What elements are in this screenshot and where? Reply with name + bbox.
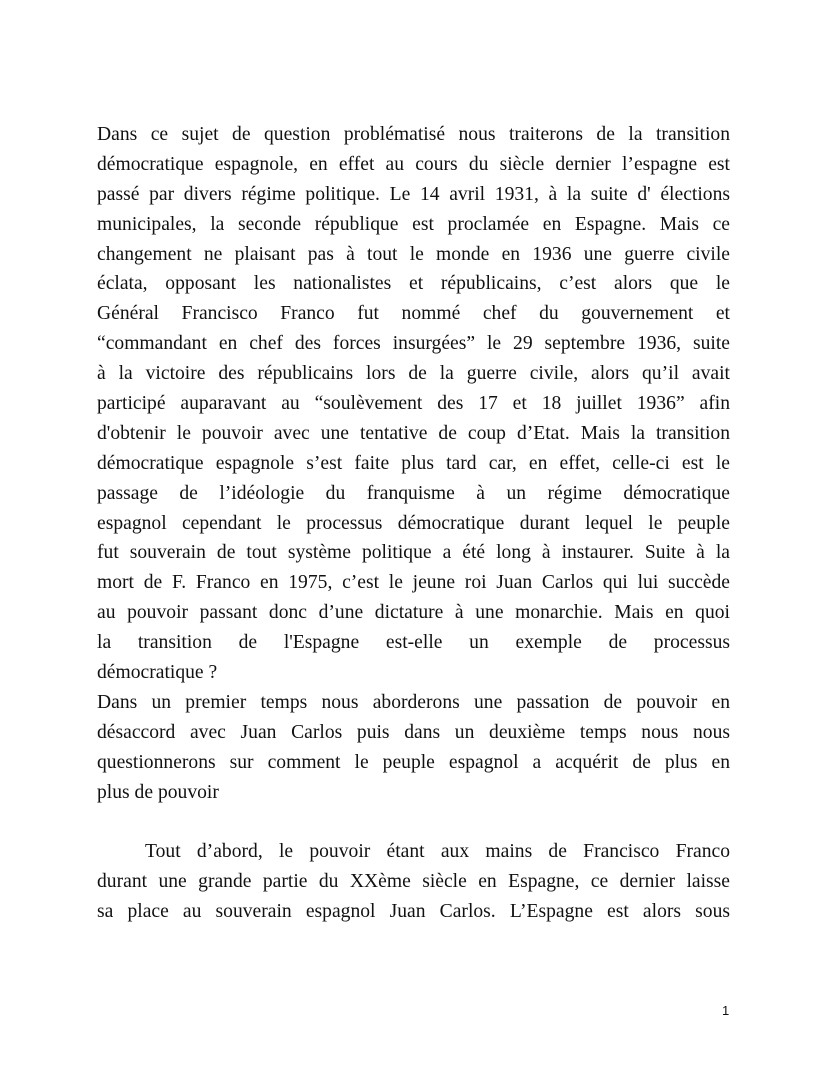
text-line: démocratique espagnole s’est faite plus tard car, en effet, celle-ci est le (97, 452, 730, 474)
text-line: désaccord avec Juan Carlos puis dans un deuxième temps nous nous (97, 721, 730, 743)
text-line: Général Francisco Franco fut nommé chef du gouvernement et (97, 303, 730, 325)
text-line: fut souverain de tout système politique a été long à instaurer. Suite à la (97, 542, 730, 564)
text-line: municipales, la seconde république est proclamée en Espagne. Mais ce (97, 213, 730, 235)
paragraph-plan (97, 688, 730, 808)
document-body (97, 120, 730, 927)
paragraph-intro (97, 120, 730, 688)
text-line: sa place au souverain espagnol Juan Carlos. L’Espagne est alors sous (97, 901, 730, 923)
text-line: la transition de l'Espagne est-elle un exemple de processus (97, 632, 730, 654)
text-line: passage de l’idéologie du franquisme à un régime démocratique (97, 482, 730, 504)
text-line: Tout d’abord, le pouvoir étant aux mains de Francisco Franco (145, 841, 730, 863)
text-line: à la victoire des républicains lors de la guerre civile, alors qu’il avait (97, 363, 730, 385)
paragraph-part-one (97, 837, 730, 927)
text-line: au pouvoir passant donc d’une dictature à une monarchie. Mais en quoi (97, 602, 730, 624)
text-line: d'obtenir le pouvoir avec une tentative de coup d’Etat. Mais la transition (97, 422, 730, 444)
text-line: Dans un premier temps nous aborderons une passation de pouvoir en (97, 691, 730, 713)
text-line: participé auparavant au “soulèvement des 17 et 18 juillet 1936” afin (97, 393, 730, 415)
text-line: mort de F. Franco en 1975, c’est le jeune roi Juan Carlos qui lui succède (97, 572, 730, 594)
text-line: “commandant en chef des forces insurgées” le 29 septembre 1936, suite (97, 333, 730, 355)
blank-line (97, 807, 730, 837)
text-line: plus de pouvoir (97, 781, 219, 803)
text-line: durant une grande partie du XXème siècle en Espagne, ce dernier laisse (97, 871, 730, 893)
text-line: passé par divers régime politique. Le 14 avril 1931, à la suite d' élections (97, 183, 730, 205)
text-line: changement ne plaisant pas à tout le monde en 1936 une guerre civile (97, 243, 730, 265)
text-line: questionnerons sur comment le peuple espagnol a acquérit de plus en (97, 751, 730, 773)
text-line: démocratique espagnole, en effet au cours du siècle dernier l’espagne est (97, 153, 730, 175)
page-number: 1 (722, 1003, 730, 1018)
text-line: éclata, opposant les nationalistes et républicains, c’est alors que le (97, 273, 730, 295)
text-line: démocratique ? (97, 662, 218, 684)
text-line: espagnol cependant le processus démocratique durant lequel le peuple (97, 512, 730, 534)
text-line: Dans ce sujet de question problématisé nous traiterons de la transition (97, 124, 730, 145)
